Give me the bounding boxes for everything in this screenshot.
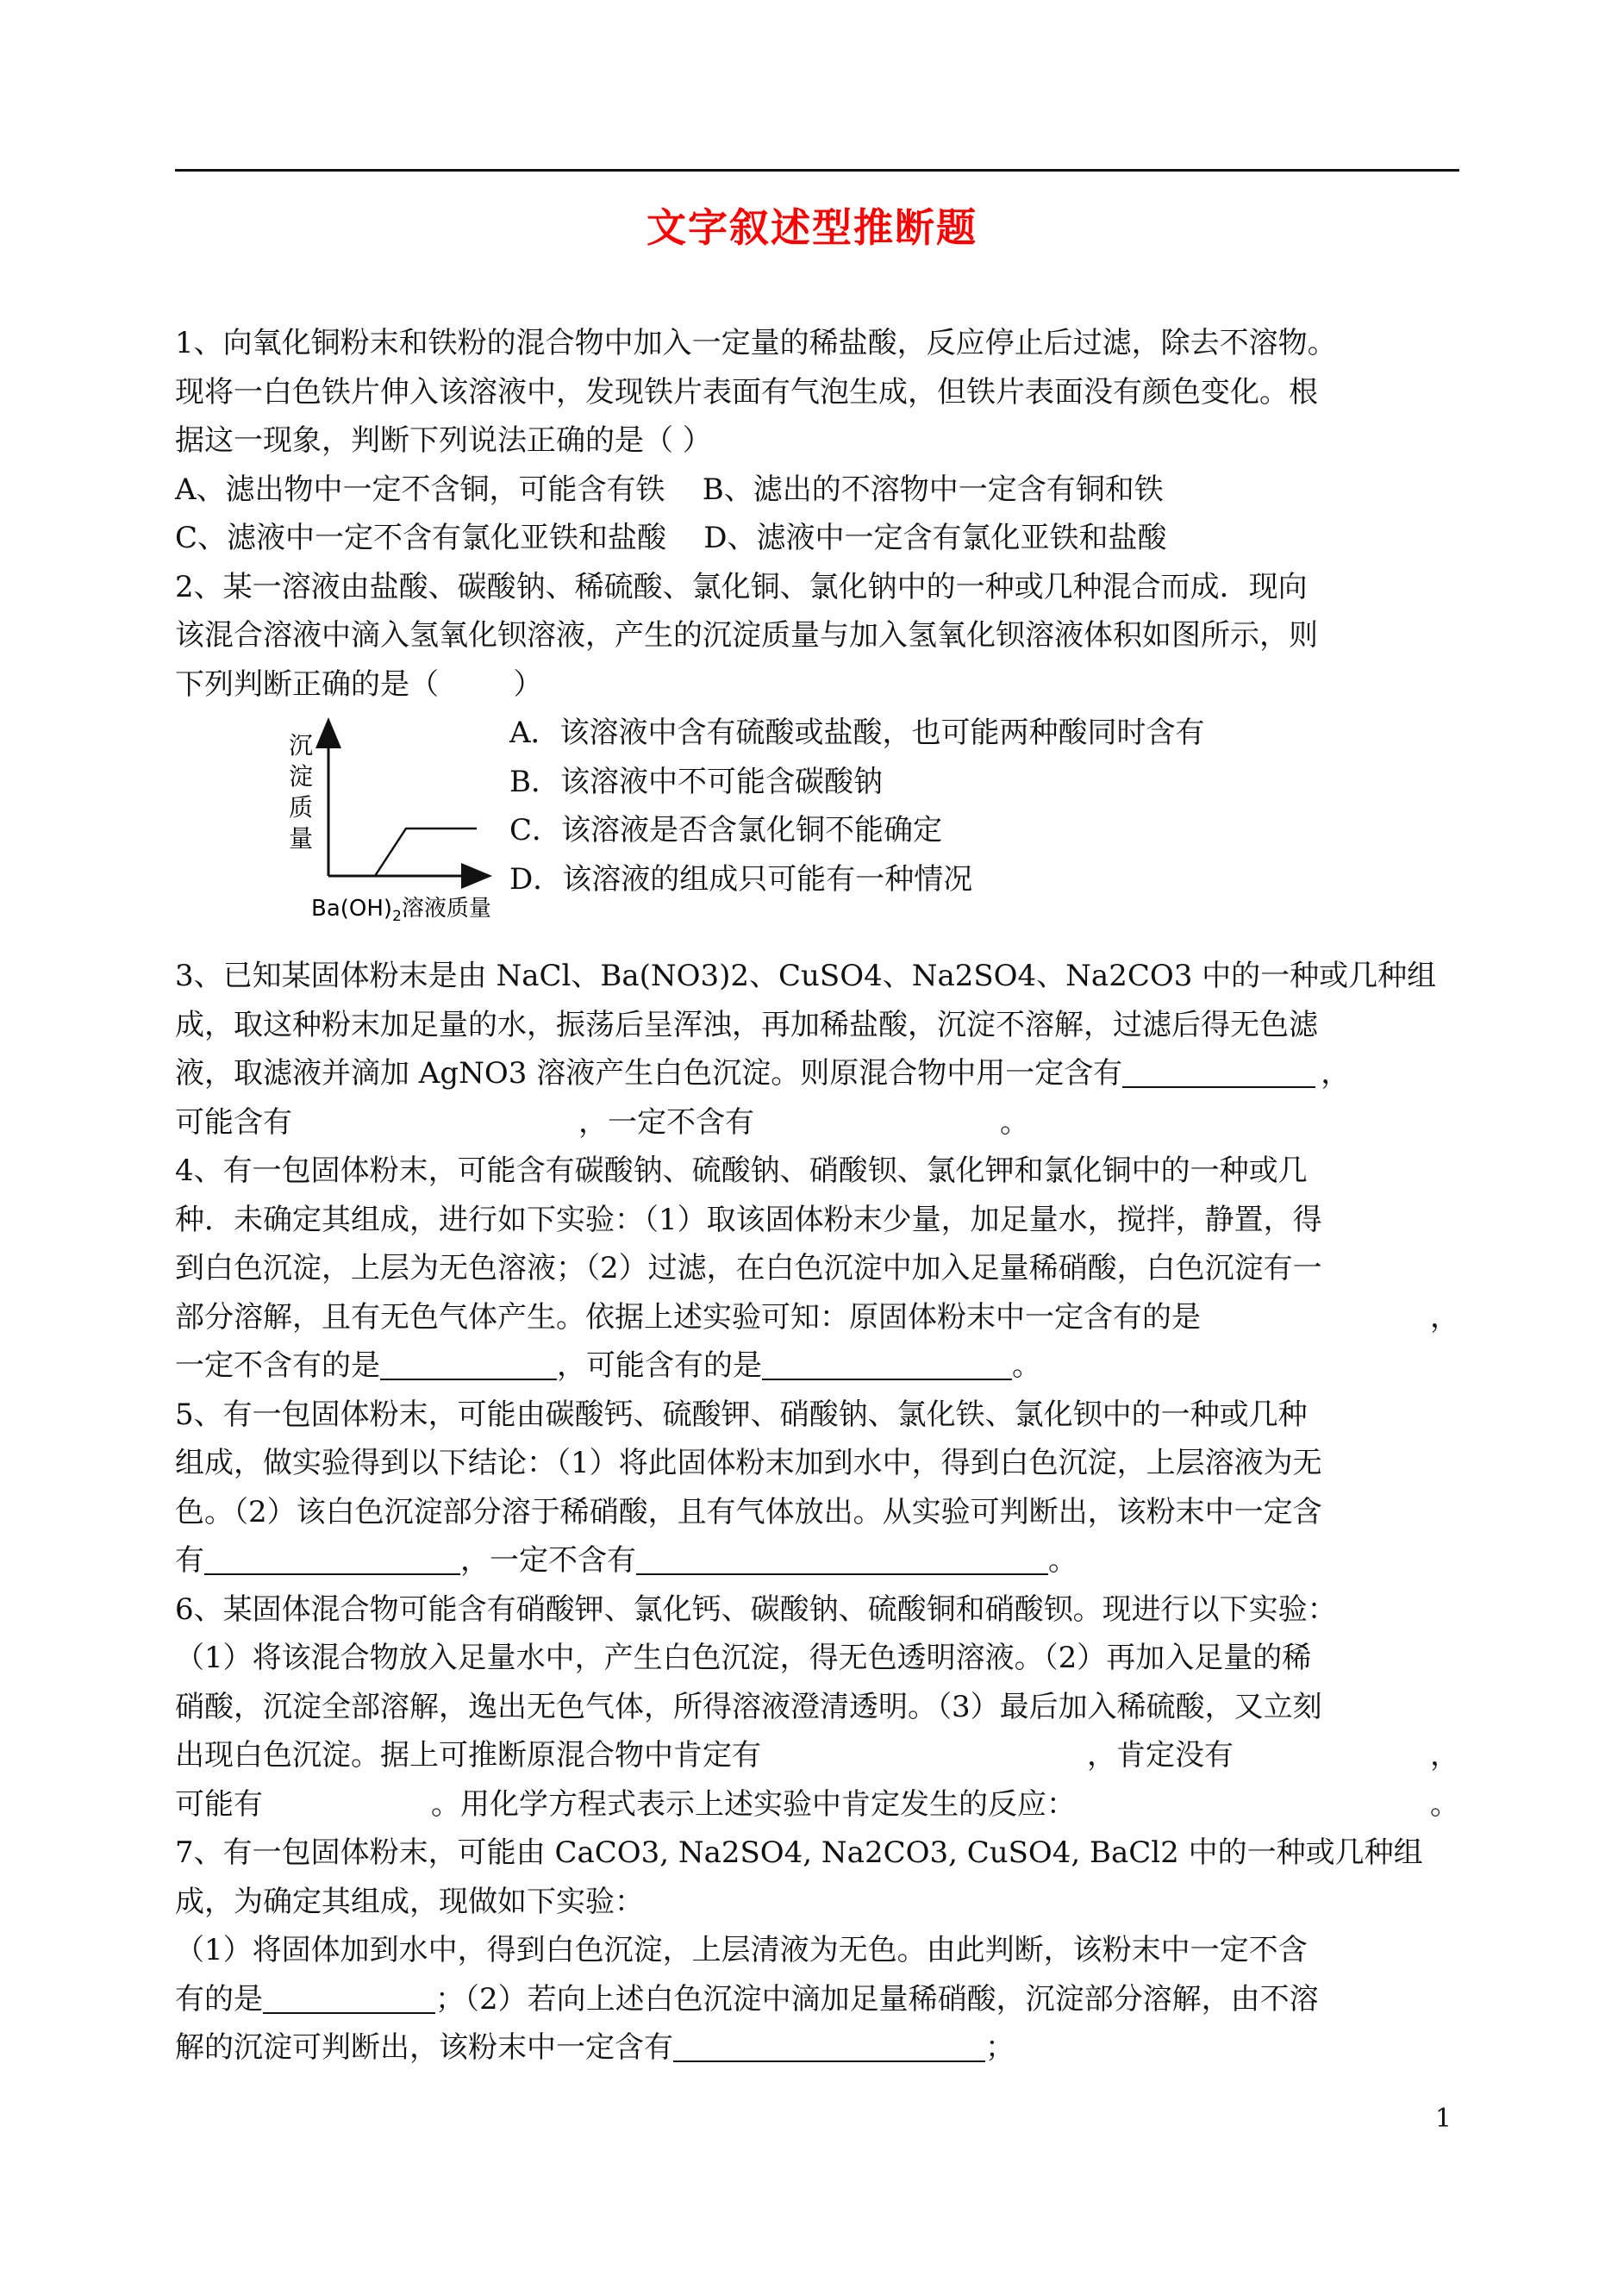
q3-line-4-end: 。 [1000,1104,1029,1140]
q5-line-3: 色。（2）该白色沉淀部分溶于稀硝酸，且有气体放出。从实验可判断出，该粉末中一定含 [175,1494,1322,1529]
q4-answer-blank-2[interactable] [380,1344,557,1380]
q3-line-1: 3、已知某固体粉末是由 NaCl、Ba(NO3)2、CuSO4、Na2SO4、Na2CO3 中的一种或几种组 [175,959,1437,993]
q4-line-4 [175,1293,1459,1342]
q2-option-b: B．该溶液中不可能含碳酸钠 [509,764,883,799]
q1-line-2: 现将一白色铁片伸入该溶液中，发现铁片表面有气泡生成，但铁片表面没有颜色变化。根 [175,374,1318,410]
q5-label-not-contain: ，一定不含有 [460,1543,636,1578]
q5-line-2: 组成，做实验得到以下结论：（1）将此固体粉末加到水中，得到白色沉淀，上层溶液为无 [175,1446,1322,1480]
q5-answer-blank-2[interactable] [636,1539,1048,1575]
q3-line-3 [175,1049,1459,1098]
q4-line-3: 到白色沉淀，上层为无色溶液；（2）过滤，在白色沉淀中加入足量稀硝酸，白色沉淀有一 [175,1251,1322,1285]
q7-line-4-text: ；（2）若向上述白色沉淀中滴加足量稀硝酸，沉淀部分溶解，由不溶 [435,1981,1319,2017]
q2-option-a: A．该溶液中含有硫酸或盐酸，也可能两种酸同时含有 [509,716,1205,750]
x-label-suffix: 溶液质量 [401,896,491,922]
q6-label-not-contain: ，肯定没有 [1087,1738,1234,1773]
q1-line-3: 据这一现象，判断下列说法正确的是（ ） [175,423,712,458]
page-title: 文字叙述型推断题 [646,204,978,251]
y-label-char-1: 沉 [289,731,314,760]
q7-label-not-contain: 有的是 [175,1981,263,2017]
q1-line-1: 1、向氧化铜粉末和铁粉的混合物中加入一定量的稀盐酸，反应停止后过滤，除去不溶物。 [175,326,1337,360]
q5-line-1: 5、有一包固体粉末，可能由碳酸钙、硫酸钾、硝酸钠、氯化铁、氯化钡中的一种或几种 [175,1397,1308,1432]
q2-option-c: C．该溶液是否含氯化铜不能确定 [509,813,943,847]
q1-option-cd: C、滤液中一定不含有氯化亚铁和盐酸 D、滤液中一定含有氯化亚铁和盐酸 [175,521,1167,555]
q5-answer-blank-1[interactable] [204,1539,460,1575]
q6-line-1: 6、某固体混合物可能含有硝酸钾、氯化钙、碳酸钠、硫酸铜和硝酸钡。现进行以下实验： [175,1591,1337,1627]
q7-line-5 [175,2023,1459,2073]
q4-line-1: 4、有一包固体粉末，可能含有碳酸钠、硫酸钠、硝酸钡、氯化钾和氯化铜中的一种或几 [175,1154,1308,1188]
q3-label-possible: 可能含有 [175,1104,292,1140]
header-rule [175,169,1459,172]
q4-line-5 [175,1341,1459,1391]
q6-label-certain: 出现白色沉淀。据上可推断原混合物中肯定有 [175,1738,761,1773]
q6-line-3: 硝酸，沉淀全部溶解，逸出无色气体，所得溶液澄清透明。（3）最后加入稀硫酸，又立刻 [175,1689,1322,1724]
x-label-subscript: 2 [392,908,402,925]
q6-line-4 [175,1731,1459,1780]
y-label-char-3: 质 [289,793,314,822]
q6-line-2: （1）将该混合物放入足量水中，产生白色沉淀，得无色透明溶液。（2）再加入足量的稀 [175,1641,1312,1675]
q7-line-4 [175,1975,1459,2024]
q7-line-2: 成，为确定其组成，现做如下实验： [175,1884,644,1919]
q4-label-possible: ，可能含有的是 [557,1348,762,1383]
q6-equation-prompt: 。用化学方程式表示上述实验中肯定发生的反应： [431,1786,1076,1822]
q2-line-3: 下列判断正确的是（ ） [175,666,543,702]
q6-line-4-end: ， [1430,1738,1459,1773]
q7-line-1: 7、有一包固体粉末，可能由 CaCO3, Na2SO4, Na2CO3, CuSO4, BaCl2 中的一种或几种组 [175,1835,1423,1870]
q4-line-5-end: 。 [1012,1348,1041,1383]
q2-line-1: 2、某一溶液由盐酸、碳酸钠、稀硫酸、氯化铜、氯化钠中的一种或几种混合而成．现向 [175,569,1308,604]
q4-line-2: 种．未确定其组成，进行如下实验：（1）取该固体粉末少量，加足量水，搅拌，静置，得 [175,1202,1322,1237]
q6-line-5 [175,1780,1459,1829]
q7-answer-blank-2[interactable] [673,2026,985,2062]
q7-label-contain: 解的沉淀可判断出，该粉末中一定含有 [175,2030,673,2065]
q2-option-d: D．该溶液的组成只可能有一种情况 [509,861,973,897]
q3-line-3-end: ， [1321,1056,1351,1091]
precipitate-curve [375,829,477,876]
x-axis-label [311,896,491,925]
q4-answer-blank-3[interactable] [762,1344,1012,1380]
x-label-prefix: Ba(OH) [311,896,393,922]
q3-line-4 [175,1098,1459,1148]
q3-line-2: 成，取这种粉末加足量的水，振荡后呈浑浊，再加稀盐酸，沉淀不溶解，过滤后得无色滤 [175,1007,1318,1042]
q6-label-possible: 可能有 [175,1786,263,1822]
y-label-char-2: 淀 [289,762,314,791]
q3-label-not-contain: ，一定不含有 [578,1104,754,1140]
y-label-char-4: 量 [289,824,314,853]
q2-options [509,709,1205,904]
q5-label-contain: 有 [175,1543,204,1578]
q2-figure-and-options [175,709,1459,952]
q7-line-3: （1）将固体加到水中，得到白色沉淀，上层清液为无色。由此判断，该粉末中一定不含 [175,1933,1308,1967]
q1-option-ab: A、滤出物中一定不含铜，可能含有铁 B、滤出的不溶物中一定含有铜和铁 [175,472,1164,507]
q6-line-5-end: 。 [1430,1786,1459,1822]
q7-line-5-end: ； [985,2030,1015,2065]
q3-answer-blank-1[interactable] [1122,1052,1315,1088]
q5-line-4-end: 。 [1048,1543,1077,1578]
q3-line-3-text: 液，取滤液并滴加 AgNO3 溶液产生白色沉淀。则原混合物中用一定含有 [175,1056,1123,1091]
q4-line-4-text: 部分溶解，且有无色气体产生。依据上述实验可知：原固体粉末中一定含有的是 [175,1299,1201,1335]
q2-line-2: 该混合溶液中滴入氢氧化钡溶液，产生的沉淀质量与加入氢氧化钡溶液体积如图所示，则 [175,618,1318,653]
q4-label-not-contain: 一定不含有的是 [175,1348,380,1383]
q5-line-4 [175,1536,1459,1585]
document-body [175,319,1459,2073]
page-number: 1 [1434,2104,1452,2134]
q4-line-4-end: ， [1430,1299,1459,1335]
q7-answer-blank-1[interactable] [263,1978,435,2014]
